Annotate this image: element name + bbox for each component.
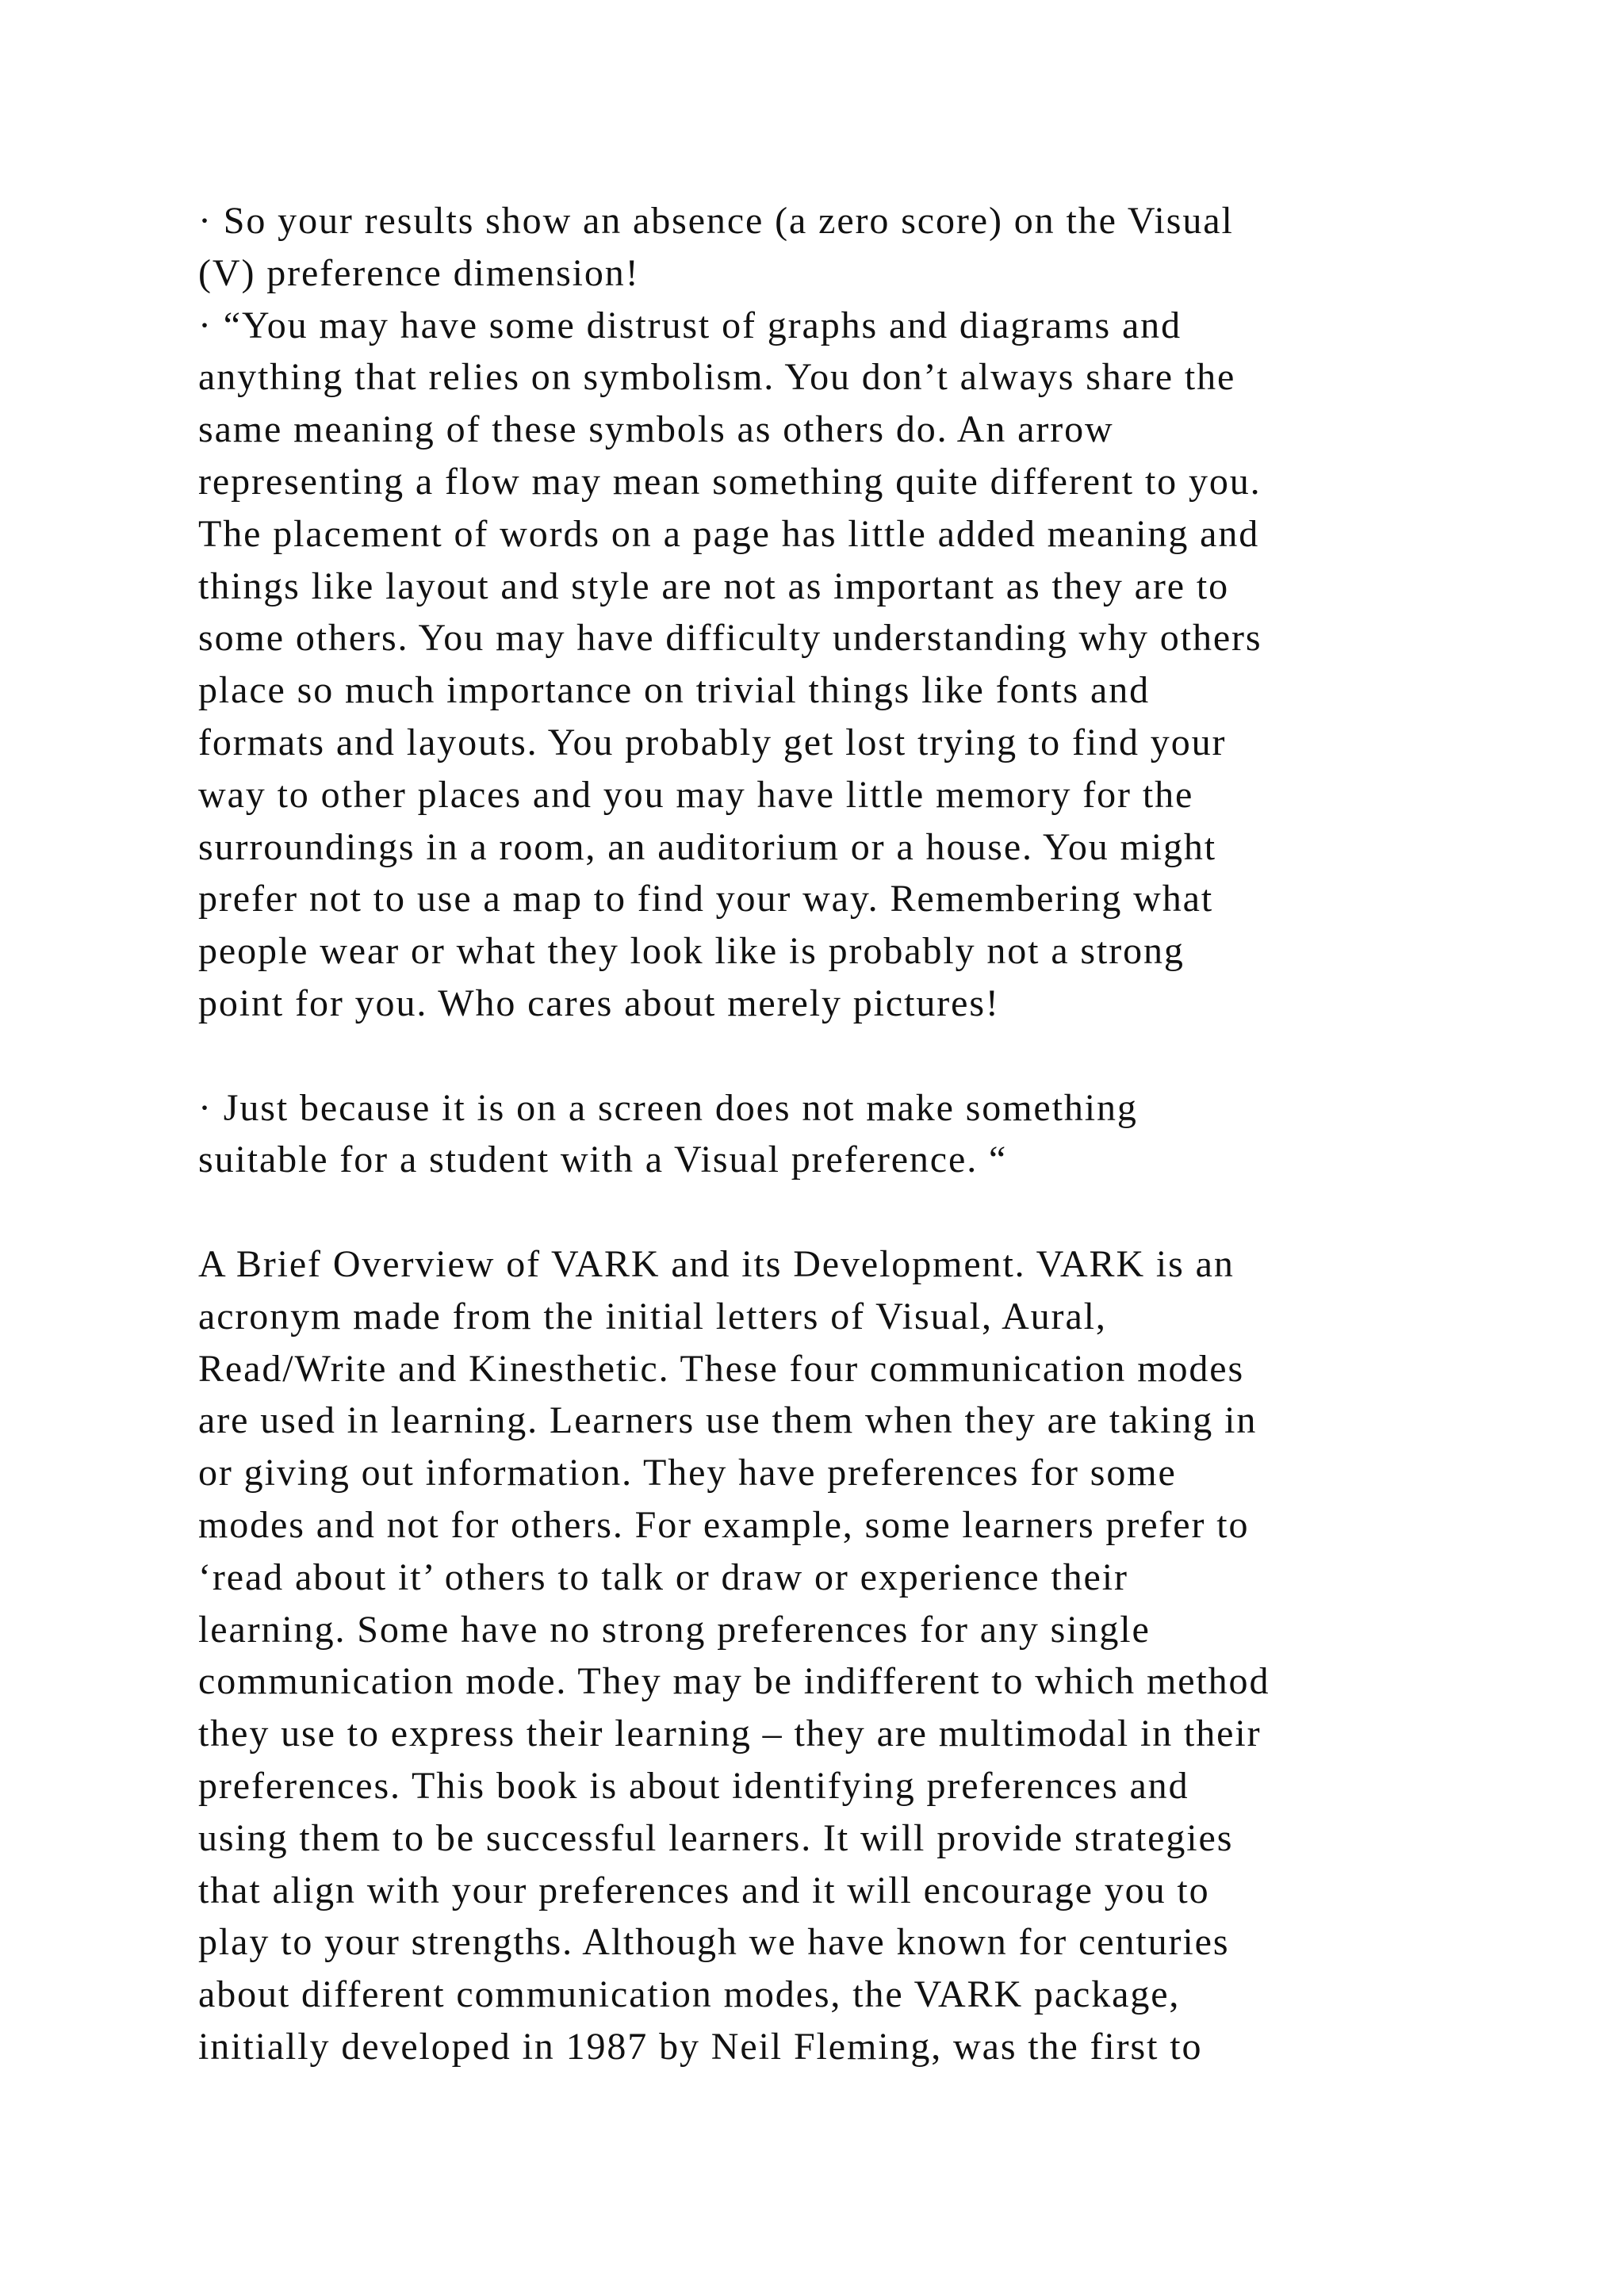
text-line: (V) preference dimension! [198,251,640,294]
text-line: · Just because it is on a screen does not make something [198,1086,1138,1129]
paragraph-vark-overview [198,1238,1467,2073]
text-line: prefer not to use a map to find your way. Remembering what [198,878,1214,920]
text-line: play to your strengths. Although we have known for centuries [198,1921,1230,1964]
text-line: using them to be successful learners. It will provide strategies [198,1816,1234,1859]
text-line: Read/Write and Kinesthetic. These four communication modes [198,1347,1245,1390]
paragraph-spacer [198,1030,1467,1082]
text-line: modes and not for others. For example, some learners prefer to [198,1503,1250,1546]
text-line: point for you. Who cares about merely pictures! [198,982,1000,1024]
text-line: same meaning of these symbols as others do. An arrow [198,408,1114,451]
text-line: way to other places and you may have little memory for the [198,773,1194,816]
text-line: learning. Some have no strong preferences for any single [198,1608,1151,1651]
text-line: about different communication modes, the VARK package, [198,1973,1181,2016]
text-line: · “You may have some distrust of graphs and diagrams and [198,304,1182,346]
paragraph-screen-note [198,1082,1467,1187]
text-line: formats and layouts. You probably get lost trying to find your [198,721,1227,763]
text-line: A Brief Overview of VARK and its Development. VARK is an [198,1242,1235,1285]
text-line: they use to express their learning – they are multimodal in their [198,1712,1262,1755]
text-line: suitable for a student with a Visual preference. “ [198,1138,1008,1181]
paragraph-spacer [198,1186,1467,1238]
text-line: ‘read about it’ others to talk or draw or experience their [198,1556,1128,1598]
text-line: preferences. This book is about identifying preferences and [198,1764,1189,1807]
text-line: place so much importance on trivial things like fonts and [198,669,1151,712]
text-line: initially developed in 1987 by Neil Fleming, was the first to [198,2025,1203,2068]
text-line: people wear or what they look like is probably not a strong [198,930,1185,973]
text-line: or giving out information. They have preferences for some [198,1452,1177,1494]
text-line: are used in learning. Learners use them when they are taking in [198,1399,1258,1442]
text-line: representing a flow may mean something quite different to you. [198,460,1262,503]
text-line: communication mode. They may be indifferent to which method [198,1660,1270,1703]
text-line: The placement of words on a page has little added meaning and [198,512,1260,555]
paragraph-visual-results [198,195,1467,1030]
text-line: surroundings in a room, an auditorium or a house. You might [198,825,1217,868]
text-line: that align with your preferences and it will encourage you to [198,1869,1210,1911]
text-line: · So your results show an absence (a zero score) on the Visual [198,200,1234,242]
text-line: anything that relies on symbolism. You don’t always share the [198,356,1236,399]
document-body [198,195,1467,2073]
text-line: acronym made from the initial letters of Visual, Aural, [198,1295,1107,1337]
text-line: some others. You may have difficulty understanding why others [198,617,1262,660]
text-line: things like layout and style are not as important as they are to [198,564,1229,607]
